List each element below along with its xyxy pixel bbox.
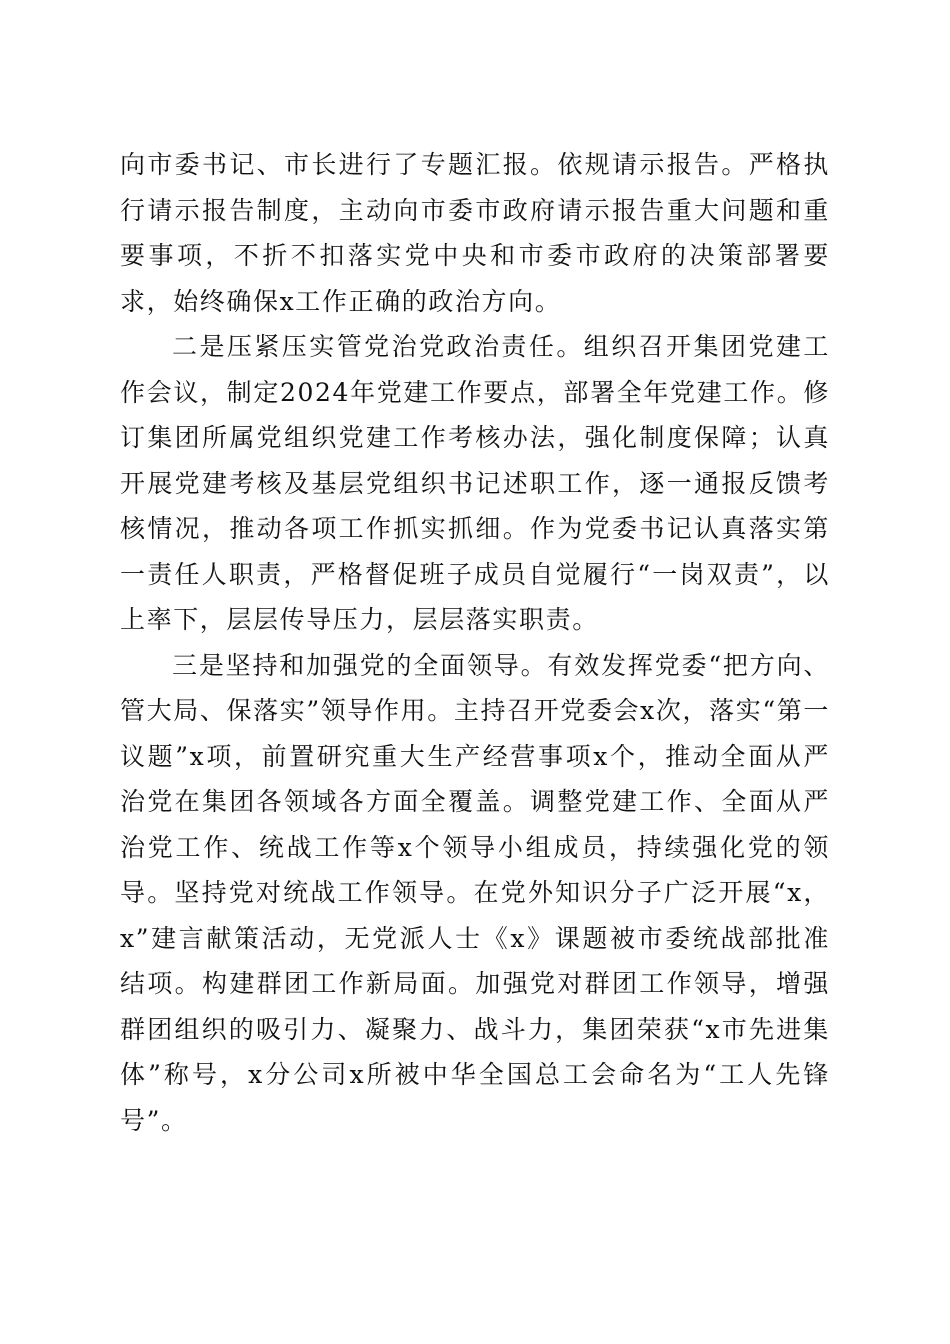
- paragraph-party-leadership: 三是坚持和加强党的全面领导。有效发挥党委“把方向、管大局、保落实”领导作用。主持召开党委会x次，落实“第一议题”x项，前置研究重大生产经营事项x个，推动全面从严治党在集团各领域各方面全覆盖。调整党建工作、全面从严治党工作、统战工作等x个领导小组成员，持续强化党的领导。坚持党对统战工作领导。在党外知识分子广泛开展“x，x”建言献策活动，无党派人士《x》课题被市委统战部批准结项。构建群团工作新局面。加强党对群团工作领导，增强群团组织的吸引力、凝聚力、战斗力，集团荣获“x市先进集体”称号，x分公司x所被中华全国总工会命名为“工人先锋号”。: [120, 650, 830, 1135]
- paragraph-continuation: 向市委书记、市长进行了专题汇报。依规请示报告。严格执行请示报告制度，主动向市委市政府请示报告重大问题和重要事项，不折不扣落实党中央和市委市政府的决策部署要求，始终确保x工作正确的政治方向。: [120, 150, 830, 316]
- document-body: [120, 142, 830, 1143]
- paragraph-party-responsibility: 二是压紧压实管党治党政治责任。组织召开集团党建工作会议，制定2024年党建工作要点，部署全年党建工作。修订集团所属党组织党建工作考核办法，强化制度保障；认真开展党建考核及基层党组织书记述职工作，逐一通报反馈考核情况，推动各项工作抓实抓细。作为党委书记认真落实第一责任人职责，严格督促班子成员自觉履行“一岗双责”，以上率下，层层传导压力，层层落实职责。: [120, 332, 830, 634]
